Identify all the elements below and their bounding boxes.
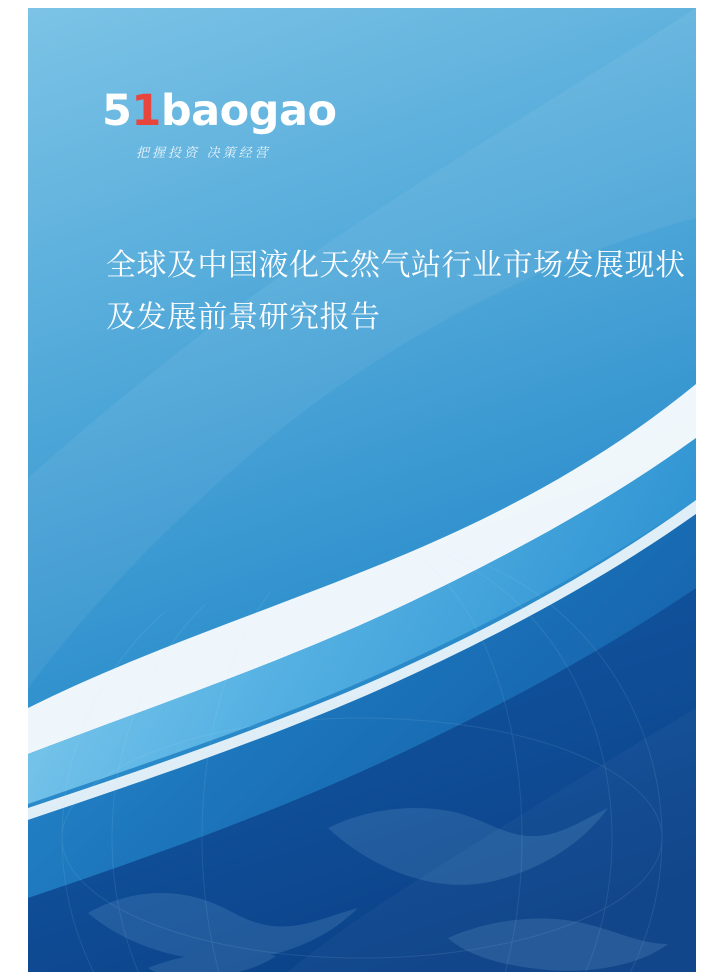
logo-digit-1: 1 [131,86,161,136]
logo-digit-5: 5 [102,86,132,136]
logo-tagline: 把握投资 决策经营 [136,145,271,160]
brand-logo [102,88,402,178]
logo-word: baogao [160,86,337,136]
report-cover [28,8,696,972]
report-title: 全球及中国液化天然气站行业市场发展现状及发展前景研究报告 [106,249,686,334]
logo-wordmark [102,88,402,134]
